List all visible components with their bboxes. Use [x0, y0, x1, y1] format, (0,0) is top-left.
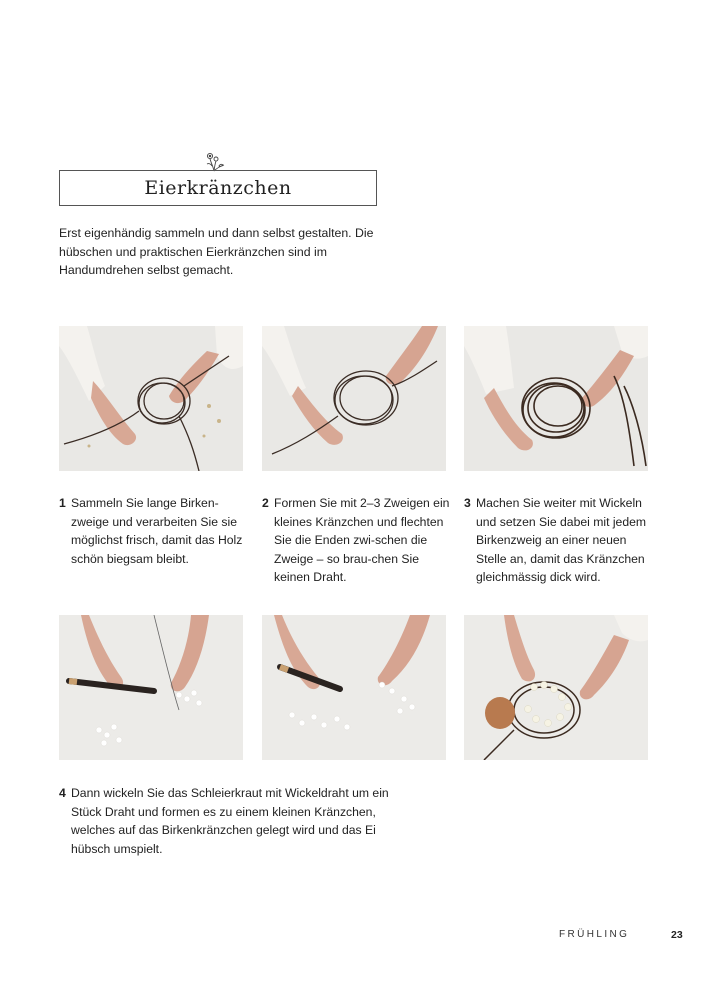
photo-step-2: [262, 326, 446, 471]
photo-step-1: [59, 326, 243, 471]
step-4: [59, 784, 389, 858]
step-3-text: Machen Sie weiter mit Wickeln und setzen Sie dabei mit jedem Birkenzweig an einer neuen Stelle an, damit das Kränzchen gleichmässig dick wird.: [476, 496, 647, 584]
intro-text: Erst eigenhändig sammeln und dann selbst gestalten. Die hübschen und praktischen Eierkränzchen sind im Handumdrehen selbst gemacht.: [59, 226, 374, 277]
page-number: 23: [671, 929, 683, 941]
step-2: [262, 494, 450, 587]
step-3: [464, 494, 652, 587]
step-2-number: 2: [262, 496, 269, 510]
flower-ornament-icon: [200, 150, 228, 172]
step-4-text: Dann wickeln Sie das Schleierkraut mit Wickeldraht um ein Stück Draht und formen es zu einem kleinen Kränzchen, welches auf das Birkenkränzchen gelegt wird und das Ei hübsch umspielt.: [71, 786, 389, 856]
photo-step-4c: [464, 615, 648, 760]
footer-section-label: FRÜHLING: [559, 929, 630, 940]
title-box: [59, 170, 377, 206]
step-2-text: Formen Sie mit 2–3 Zweigen ein kleines Kränzchen und flechten Sie die Enden zwi-schen die Zweige – so brau-chen Sie keinen Draht.: [274, 496, 450, 584]
step-1-text: Sammeln Sie lange Birken-zweige und verarbeiten Sie sie möglichst frisch, damit das Holz schön biegsam bleibt.: [71, 496, 243, 566]
photo-step-4b: [262, 615, 446, 760]
step-3-number: 3: [464, 496, 471, 510]
step-1-number: 1: [59, 496, 66, 510]
step-4-number: 4: [59, 786, 66, 800]
photo-step-3: [464, 326, 648, 471]
step-1: [59, 494, 247, 568]
page-title: Eierkränzchen: [144, 177, 292, 199]
photo-step-4a: [59, 615, 243, 760]
